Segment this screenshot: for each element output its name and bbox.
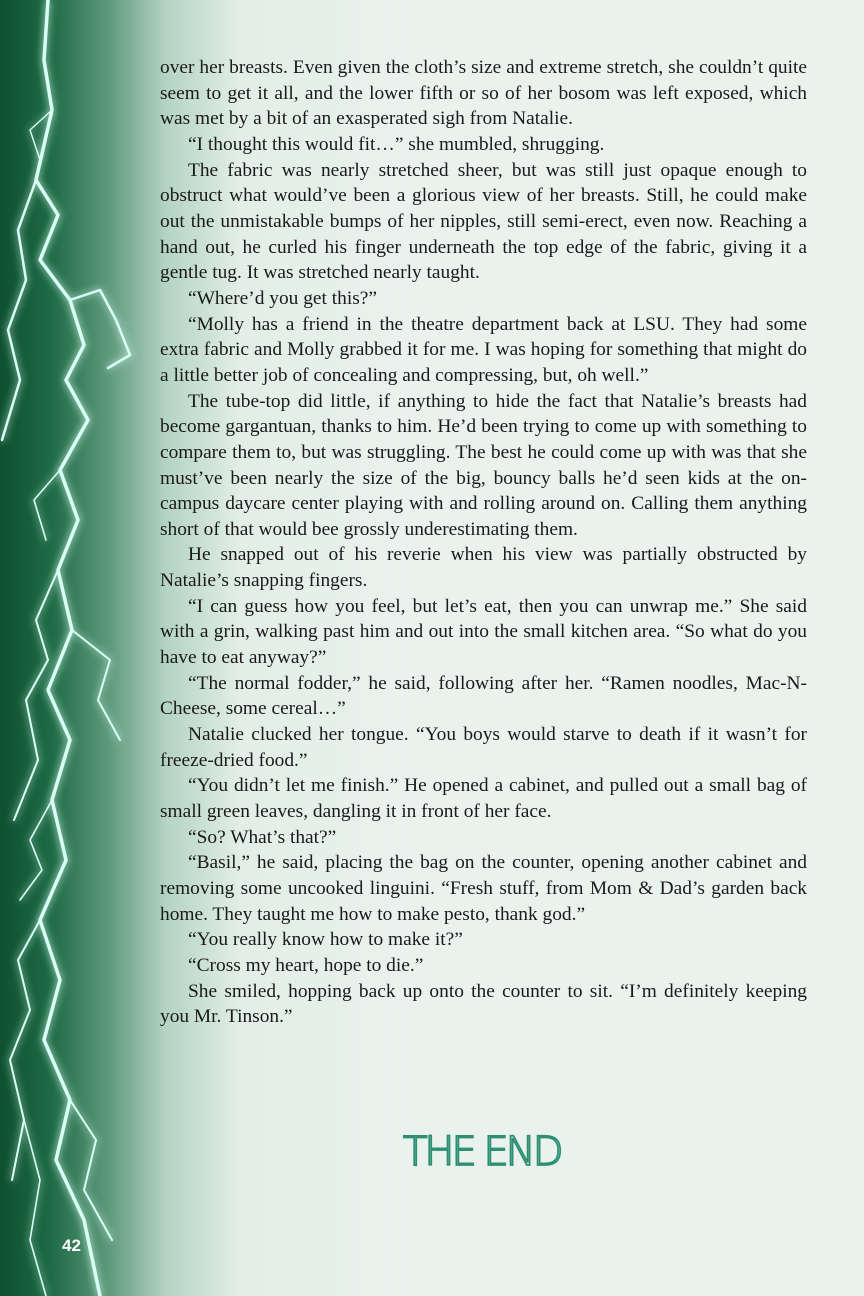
- paragraph-13: “Basil,” he said, placing the bag on the counter, opening another cabinet and removing some uncooked linguini. “Fresh stuff, from Mom & Dad’s garden back home. They taught me how to make pesto, thank god.”: [160, 852, 807, 925]
- page-number: 42: [62, 1236, 81, 1255]
- the-end-text: THE END: [403, 1129, 561, 1170]
- paragraph-14: “You really know how to make it?”: [188, 929, 463, 951]
- paragraph-2: “I thought this would fit…” she mumbled, shrugging.: [188, 133, 605, 155]
- paragraph-4: “Where’d you get this?”: [188, 287, 377, 309]
- paragraph-15: “Cross my heart, hope to die.”: [188, 954, 424, 976]
- paragraph-5: “Molly has a friend in the theatre department back at LSU. They had some extra fabric and Molly grabbed it for me. I was hoping for something that might do a little better job of concealing and compressing, but, oh well.”: [160, 313, 807, 386]
- paragraph-16: She smiled, hopping back up onto the counter to sit. “I’m definitely keeping you Mr. Tinson.”: [160, 980, 807, 1028]
- paragraph-6: The tube-top did little, if anything to hide the fact that Natalie’s breasts had become gargantuan, thanks to him. He’d been trying to come up with something to compare them to, but was struggling. The best he could come up with was that she must’ve been nearly the size of the big, bouncy balls he’d seen kids at the on-campus daycare center playing with and rolling around on. Calling them anything short of that would bee grossly underestimating them.: [160, 390, 807, 540]
- paragraph-9: “The normal fodder,” he said, following after her. “Ramen noodles, Mac-N-Cheese, some cereal…”: [160, 672, 807, 720]
- paragraph-3: The fabric was nearly stretched sheer, but was still just opaque enough to obstruct what would’ve been a glorious view of her breasts. Still, he could make out the unmistakable bumps of her nipples, still semi-erect, even now. Reaching a hand out, he curled his finger underneath the top edge of the fabric, giving it a gentle tug. It was stretched nearly taught.: [160, 159, 807, 284]
- paragraph-7: He snapped out of his reverie when his view was partially obstructed by Natalie’s snapping fingers.: [160, 544, 807, 592]
- paragraph-1: over her breasts. Even given the cloth’s size and extreme stretch, she couldn’t quite seem to get it all, and the lower fifth or so of her bosom was left exposed, which was met by a bit of an exasperated sigh from Natalie.: [160, 57, 807, 130]
- the-end-heading: [403, 1128, 573, 1170]
- paragraph-12: “So? What’s that?”: [188, 826, 337, 848]
- paragraph-11: “You didn’t let me finish.” He opened a cabinet, and pulled out a small bag of small green leaves, dangling it in front of her face.: [160, 775, 807, 823]
- paragraph-8: “I can guess how you feel, but let’s eat, then you can unwrap me.” She said with a grin, walking past him and out into the small kitchen area. “So what do you have to eat anyway?”: [160, 595, 807, 669]
- paragraph-10: Natalie clucked her tongue. “You boys would starve to death if it wasn’t for freeze-dried food.”: [160, 724, 807, 771]
- story-text: [160, 55, 807, 1030]
